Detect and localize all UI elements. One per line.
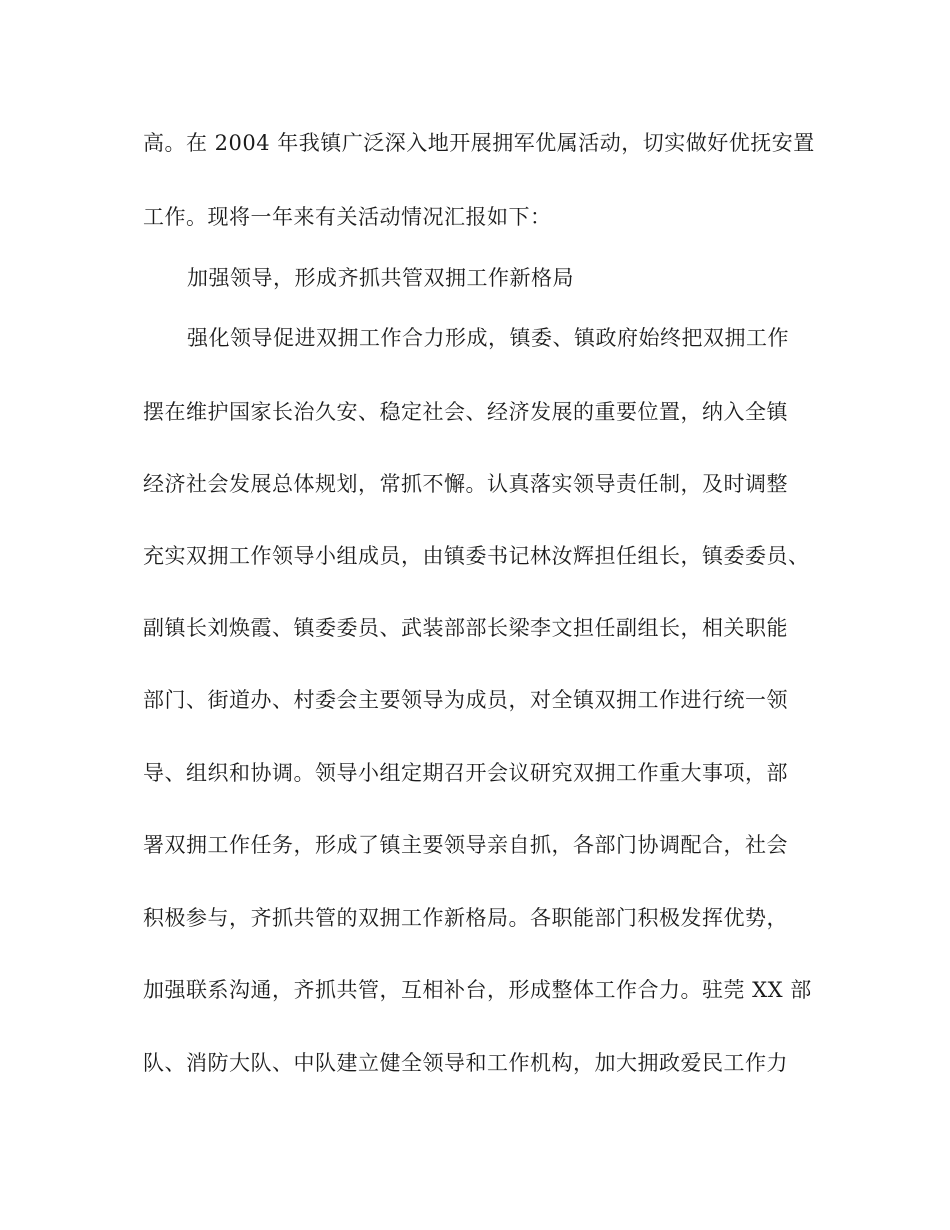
paragraph-line: 工作。现将一年来有关活动情况汇报如下： xyxy=(143,205,552,229)
paragraph-line: 经济社会发展总体规划，常抓不懈。认真落实领导责任制，及时调整 xyxy=(143,472,788,496)
paragraph-line: 导、组织和协调。领导小组定期召开会议研究双拥工作重大事项，部 xyxy=(143,761,788,785)
paragraph-line: 摆在维护国家长治久安、稳定社会、经济发展的重要位置，纳入全镇 xyxy=(143,400,788,424)
paragraph-line: 充实双拥工作领导小组成员，由镇委书记林汝辉担任组长，镇委委员、 xyxy=(143,544,810,568)
paragraph-line: 副镇长刘焕霞、镇委委员、武装部部长梁李文担任副组长，相关职能 xyxy=(143,616,788,640)
paragraph-line: 队、消防大队、中队建立健全领导和工作机构，加大拥政爱民工作力 xyxy=(143,1051,788,1075)
paragraph-line: 部门、街道办、村委会主要领导为成员，对全镇双拥工作进行统一领 xyxy=(143,688,788,712)
section-heading: 加强领导，形成齐抓共管双拥工作新格局 xyxy=(187,266,574,290)
paragraph-line: 积极参与，齐抓共管的双拥工作新格局。各职能部门积极发挥优势， xyxy=(143,906,788,930)
paragraph-line: 高。在 2004 年我镇广泛深入地开展拥军优属活动，切实做好优抚安置 xyxy=(143,131,815,155)
paragraph-line: 强化领导促进双拥工作合力形成，镇委、镇政府始终把双拥工作 xyxy=(187,326,789,350)
paragraph-line: 署双拥工作任务，形成了镇主要领导亲自抓，各部门协调配合，社会 xyxy=(143,833,788,857)
paragraph-line: 加强联系沟通，齐抓共管，互相补台，形成整体工作合力。驻莞 XX 部 xyxy=(143,978,812,1002)
